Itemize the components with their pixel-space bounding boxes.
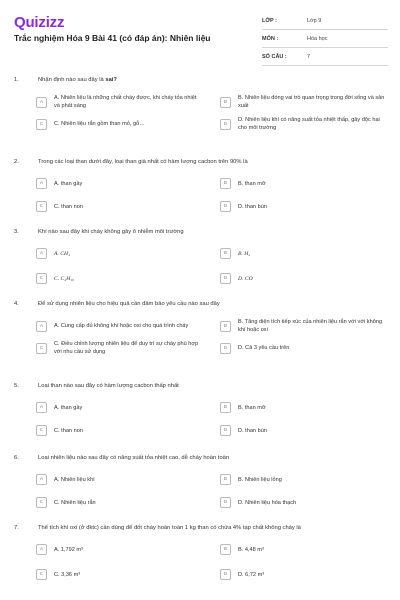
- option-text: B. Nhiên liệu đóng vai trò quan trọng trong đời sống và sản xuất: [238, 95, 385, 109]
- option-a[interactable]: [36, 474, 202, 485]
- meta-value: Lớp 9: [307, 17, 322, 24]
- question-text: Trong các loại than dưới đây, loại than già nhất có hàm lượng cacbon trên 90% là: [38, 159, 248, 165]
- option-letter-box: B: [220, 178, 231, 189]
- option-letter-box: C: [36, 343, 47, 354]
- meta-key: LỚP :: [262, 17, 277, 24]
- meta-info: [262, 12, 388, 66]
- option-text: C. Điều chỉnh lượng nhiên liệu để duy trì sự cháy phù hợp với nhu cầu sử dụng: [54, 341, 199, 355]
- quizizz-logo: Quizizz: [14, 14, 65, 31]
- option-d[interactable]: [220, 116, 386, 132]
- question-number: 1.: [14, 77, 19, 83]
- meta-value: Hóa học: [307, 35, 328, 42]
- option-letter-box: C: [36, 273, 47, 284]
- option-text: C. Nhiên liệu rắn gồm than mỏ, gỗ…: [54, 121, 145, 127]
- question-2: [14, 158, 386, 228]
- option-text: C. than non: [54, 203, 83, 210]
- question-text-emphasis: sai?: [103, 77, 117, 83]
- option-d[interactable]: [220, 340, 386, 356]
- option-text: B. than mỡ: [238, 404, 266, 411]
- option-c[interactable]: [36, 116, 202, 132]
- option-a[interactable]: [36, 402, 202, 413]
- question-text: Loại nhiên liệu nào sau đây có năng suất tỏa nhiệt cao, dễ cháy hoàn toàn: [38, 455, 230, 461]
- question-4: [14, 300, 386, 382]
- option-text: A. CH₄: [54, 250, 70, 257]
- option-c[interactable]: [36, 340, 202, 356]
- option-text: D. Cả 3 yêu cầu trên: [238, 345, 290, 351]
- option-b[interactable]: [220, 318, 386, 334]
- option-text: C. than non: [54, 427, 83, 434]
- option-c[interactable]: [36, 425, 202, 436]
- question-number: 7.: [14, 525, 19, 531]
- option-d[interactable]: [220, 497, 386, 508]
- option-letter-box: D: [220, 273, 231, 284]
- option-text: D. Nhiên liệu khí có năng suất tỏa nhiệt thấp, gây độc hại cho môi trường: [238, 117, 380, 131]
- option-text: D. than bùn: [238, 203, 267, 210]
- question-text: Loại than nào sau đây có hàm lượng cacbon thấp nhất: [38, 383, 179, 389]
- option-text: B. Nhiên liệu lỏng: [238, 476, 282, 483]
- option-b[interactable]: [220, 474, 386, 485]
- option-text: A. Cung cấp đủ không khí hoặc oxi cho quá trình cháy: [54, 323, 189, 329]
- question-number: 6.: [14, 455, 19, 461]
- question-number: 5.: [14, 383, 19, 389]
- option-letter-box: C: [36, 201, 47, 212]
- option-text: D. Nhiên liệu hóa thạch: [238, 499, 297, 506]
- question-3: [14, 228, 386, 300]
- option-text: D. CO: [238, 275, 253, 282]
- option-text: A. than gầy: [54, 404, 83, 411]
- question-number: 3.: [14, 229, 19, 235]
- option-text: B. Tăng diện tích tiếp xúc của nhiên liệu rắn với với không khí hoặc oxi: [238, 319, 383, 333]
- option-b[interactable]: [220, 94, 386, 110]
- option-text: C. 3,36 m³: [54, 571, 81, 578]
- option-letter-box: B: [220, 474, 231, 485]
- option-letter-box: A: [36, 544, 47, 555]
- option-text: C. Nhiên liệu rắn: [54, 499, 96, 506]
- option-a[interactable]: [36, 178, 202, 189]
- option-letter-box: C: [36, 425, 47, 436]
- meta-row-count: [262, 48, 388, 66]
- option-text: A. Nhiên liệu là những chất cháy được, khi cháy tỏa nhiệt và phát sáng: [54, 95, 197, 109]
- question-7: [14, 524, 386, 590]
- question-6: [14, 454, 386, 524]
- option-letter-box: A: [36, 402, 47, 413]
- option-text: B. than mỡ: [238, 180, 266, 187]
- option-letter-box: A: [36, 248, 47, 259]
- meta-row-subject: [262, 30, 388, 48]
- option-c[interactable]: [36, 569, 202, 580]
- question-number: 2.: [14, 159, 19, 165]
- worksheet-title: Trắc nghiệm Hóa 9 Bài 41 (có đáp án): Nhiên liệu: [14, 33, 211, 43]
- option-a[interactable]: [36, 318, 202, 334]
- option-letter-box: A: [36, 97, 47, 108]
- question-5: [14, 382, 386, 454]
- option-letter-box: D: [220, 119, 231, 130]
- option-letter-box: B: [220, 402, 231, 413]
- option-d[interactable]: [220, 425, 386, 436]
- option-letter-box: D: [220, 497, 231, 508]
- option-text: C. C₄H₁₀: [54, 275, 75, 282]
- option-letter-box: B: [220, 321, 231, 332]
- option-d[interactable]: [220, 201, 386, 212]
- option-letter-box: D: [220, 201, 231, 212]
- option-text: D. than bùn: [238, 427, 267, 434]
- option-b[interactable]: [220, 402, 386, 413]
- option-text: D. 6,72 m³: [238, 571, 265, 578]
- option-b[interactable]: [220, 248, 386, 259]
- option-d[interactable]: [220, 569, 386, 580]
- option-d[interactable]: [220, 273, 386, 284]
- meta-key: MÔN :: [262, 35, 279, 42]
- option-a[interactable]: [36, 94, 202, 110]
- meta-row-class: [262, 12, 388, 30]
- meta-key: SỐ CÂU :: [262, 53, 287, 60]
- option-text: B. 4,48 m³: [238, 546, 264, 553]
- question-text: Khí nào sau đây khi cháy không gây ô nhiễm môi trường: [38, 229, 184, 235]
- option-text: A. than gầy: [54, 180, 83, 187]
- meta-value: 7: [307, 53, 311, 60]
- option-letter-box: A: [36, 474, 47, 485]
- option-b[interactable]: [220, 544, 386, 555]
- question-text-main: Nhận định nào sau đây là: [38, 77, 104, 83]
- question-1: [14, 76, 386, 158]
- option-letter-box: B: [220, 544, 231, 555]
- option-letter-box: A: [36, 321, 47, 332]
- option-letter-box: C: [36, 569, 47, 580]
- option-c[interactable]: [36, 201, 202, 212]
- option-letter-box: B: [220, 248, 231, 259]
- option-a[interactable]: [36, 544, 202, 555]
- option-text: B. H₂: [238, 250, 251, 257]
- option-c[interactable]: [36, 497, 202, 508]
- option-text: A. Nhiên liệu khí: [54, 476, 95, 483]
- option-a[interactable]: [36, 248, 202, 259]
- question-text: Để sử dụng nhiên liệu cho hiệu quả cần đảm bảo yêu cầu nào sau đây: [38, 301, 220, 307]
- option-letter-box: C: [36, 497, 47, 508]
- question-text: [38, 76, 386, 84]
- question-number: 4.: [14, 301, 19, 307]
- option-text: A. 1,792 m³: [54, 546, 83, 553]
- option-letter-box: B: [220, 97, 231, 108]
- option-letter-box: D: [220, 425, 231, 436]
- option-letter-box: D: [220, 569, 231, 580]
- option-letter-box: D: [220, 343, 231, 354]
- option-letter-box: A: [36, 178, 47, 189]
- option-b[interactable]: [220, 178, 386, 189]
- option-c[interactable]: [36, 273, 202, 284]
- option-letter-box: C: [36, 119, 47, 130]
- question-text: Thể tích khí oxi (ở đktc) cần dùng để đốt cháy hoàn toàn 1 kg than có chứa 4% tạp chất không cháy là: [38, 525, 301, 531]
- worksheet-header: [0, 0, 400, 72]
- question-list: [0, 76, 400, 590]
